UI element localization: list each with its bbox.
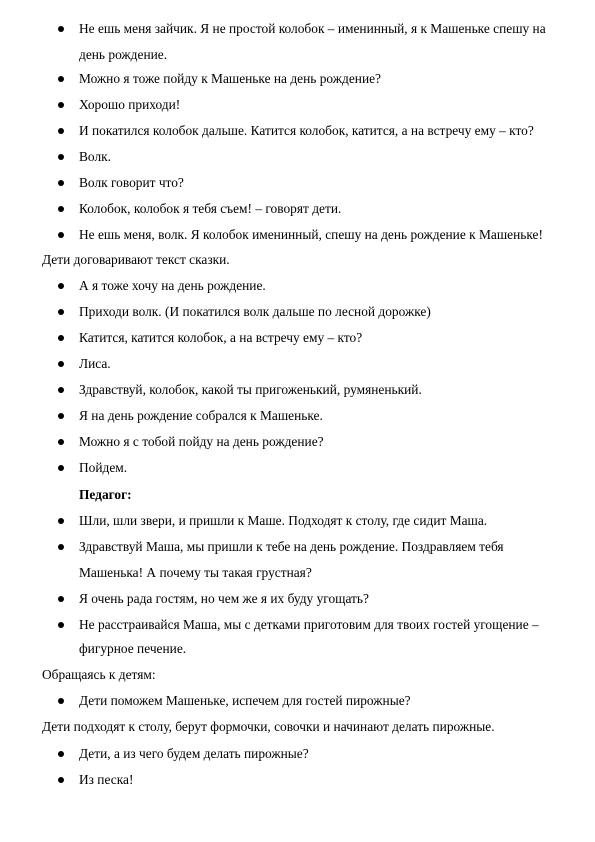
list-item-text: фигурное печение. [79,641,187,656]
bullet-icon [54,408,68,424]
list-item-text: Из песка! [79,772,134,787]
bullet-icon [54,746,68,762]
list-item-text: Можно я с тобой пойду на день рождение? [79,434,324,449]
list-item-text: Хорошо приходи! [79,97,181,112]
list-item-text: Не расстраивайся Маша, мы с детками приготовим для твоих гостей угощение – [79,617,539,632]
bullet-icon [54,21,68,37]
bullet-icon [54,693,68,709]
bullet-icon [54,539,68,555]
bullet-icon [54,591,68,607]
list-item-text: Катится, катится колобок, а на встречу ему – кто? [79,330,363,345]
list-item-text: Здравствуй, колобок, какой ты пригоженький, румяненький. [79,382,422,397]
list-item-text: Я на день рождение собрался к Машеньке. [79,408,323,423]
list-item-text: Не ешь меня зайчик. Я не простой колобок – именинный, я к Машеньке спешу на [79,21,546,36]
list-item-text: Можно я тоже пойду к Машеньке на день рождение? [79,71,382,86]
list-item-text: А я тоже хочу на день рождение. [79,278,266,293]
list-item-text: Я очень рада гостям, но чем же я их буду угощать? [79,591,369,606]
bullet-icon [54,382,68,398]
list-item-text: Волк говорит что? [79,175,184,190]
bullet-icon [54,123,68,139]
bullet-icon [54,304,68,320]
list-item-text: Дети поможем Машеньке, испечем для гостей пирожные? [79,693,411,708]
list-item-text: Волк. [79,149,111,164]
bullet-icon [54,356,68,372]
bullet-icon [54,201,68,217]
paragraph-text: Дети подходят к столу, берут формочки, совочки и начинают делать пирожные. [42,719,495,734]
paragraph-text: Дети договаривают текст сказки. [42,252,230,267]
bullet-icon [54,71,68,87]
bullet-icon [54,617,68,633]
bullet-icon [54,434,68,450]
list-item-text: И покатился колобок дальше. Катится колобок, катится, а на встречу ему – кто? [79,123,534,138]
list-item-text: Приходи волк. (И покатился волк дальше по лесной дорожке) [79,304,431,319]
list-item-text: день рождение. [79,47,168,62]
bullet-icon [54,513,68,529]
list-item-text: Лиса. [79,356,111,371]
list-item-text: Колобок, колобок я тебя съем! – говорят дети. [79,201,342,216]
list-item-text: Дети, а из чего будем делать пирожные? [79,746,309,761]
list-item-text: Пойдем. [79,460,128,475]
bullet-icon [54,227,68,243]
bullet-icon [54,149,68,165]
speaker-heading: Педагог: [79,487,132,502]
bullet-icon [54,278,68,294]
bullet-icon [54,97,68,113]
bullet-icon [54,460,68,476]
list-item-text: Шли, шли звери, и пришли к Маше. Подходят к столу, где сидит Маша. [79,513,488,528]
bullet-icon [54,175,68,191]
bullet-icon [54,330,68,346]
list-item-text: Не ешь меня, волк. Я колобок именинный, спешу на день рождение к Машеньке! [79,227,543,242]
list-item-text: Машенька! А почему ты такая грустная? [79,565,312,580]
paragraph-text: Обращаясь к детям: [42,667,156,682]
bullet-icon [54,772,68,788]
list-item-text: Здравствуй Маша, мы пришли к тебе на день рождение. Поздравляем тебя [79,539,504,554]
